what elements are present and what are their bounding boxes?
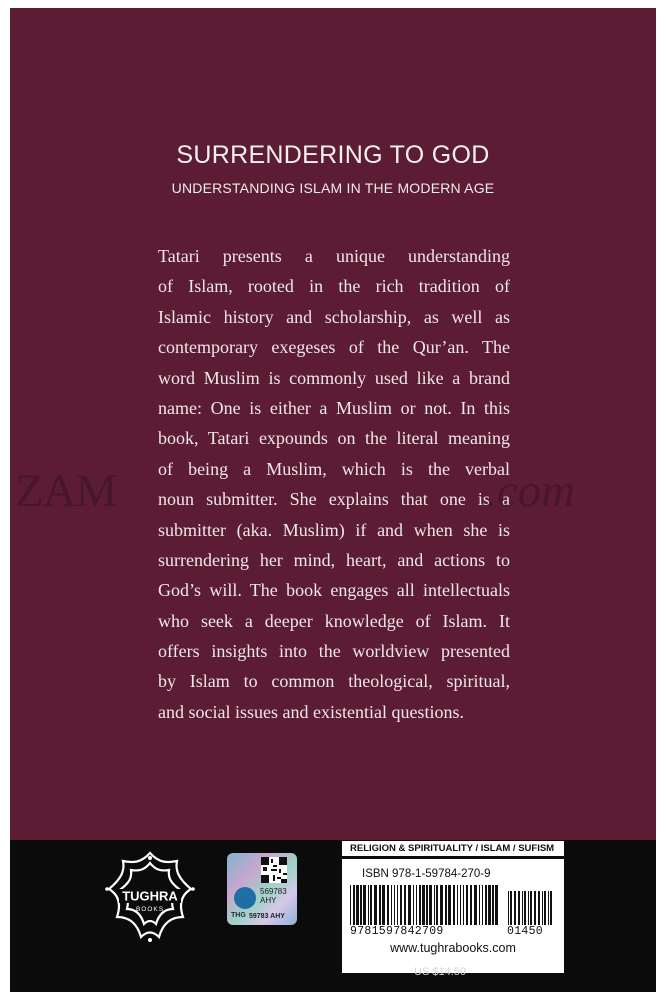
barcode-bar: [492, 885, 494, 925]
barcode-bar: [436, 885, 438, 925]
barcode-bar: [482, 885, 483, 925]
barcode-bar: [528, 891, 529, 925]
blurb-line: who seek a deeper knowledge of Islam. It: [158, 610, 510, 631]
logo-sub: BOOKS: [135, 906, 165, 913]
blurb-line: surrendering her mind, heart, and actions to: [158, 549, 510, 570]
barcode-bar: [356, 885, 359, 925]
barcode-bar: [530, 891, 532, 925]
barcode-bar: [400, 885, 402, 925]
isbn-number: ISBN 978-1-59784-270-9: [362, 868, 491, 880]
barcode-bar: [550, 891, 552, 925]
barcode-bar: [495, 885, 498, 925]
barcode-bar: [485, 885, 487, 925]
barcode-bar: [350, 885, 351, 925]
blurb-line: word Muslim is commonly used like a brand: [158, 367, 510, 388]
blurb-line: noun submitter. She explains that one is a: [158, 489, 510, 510]
barcode-bar: [404, 885, 406, 925]
barcode-bar: [368, 885, 369, 925]
sticker-code-line: 569783: [260, 887, 287, 896]
price-label: US $14.50: [414, 966, 466, 978]
barcode-bar: [522, 891, 523, 925]
barcode-bar: [524, 891, 526, 925]
barcode-bar: [408, 885, 411, 925]
tughra-books-logo: [101, 849, 199, 947]
blurb-line: offers insights into the worldview presented: [158, 641, 510, 662]
barcode-bar: [508, 891, 509, 925]
barcode-block: [342, 859, 564, 973]
barcode-bar: [445, 885, 447, 925]
barcode-bar: [510, 891, 512, 925]
barcode-bar: [353, 885, 355, 925]
category-label: RELIGION & SPIRITUALITY / ISLAM / SUFISM: [342, 841, 564, 856]
barcode-bar: [419, 885, 421, 925]
barcode-digits-addon: 01450: [507, 925, 544, 938]
barcode-bar: [370, 885, 372, 925]
barcode-bar: [429, 885, 432, 925]
barcode-bar: [453, 885, 455, 925]
hologram-sticker: [227, 853, 297, 925]
blurb-line: God’s will. The book engages all intellectuals: [158, 580, 510, 601]
barcode-bar: [397, 885, 398, 925]
barcode-bar: [518, 891, 520, 925]
barcode-bar: [538, 891, 540, 925]
blurb-line: name: One is either a Muslim or not. In this: [158, 397, 510, 418]
blurb-line: of Islam, rooted in the rich tradition of: [158, 276, 510, 297]
tughra-ornament-icon: [101, 849, 199, 947]
barcode-bar: [479, 885, 480, 925]
sticker-code-bottom: 59783 AHY: [249, 913, 285, 920]
blurb-line: book, Tatari expounds on the literal meaning: [158, 428, 510, 449]
sticker-code-line: AHY: [260, 896, 277, 905]
barcode-bar: [514, 891, 516, 925]
book-title: SURRENDERING TO GOD: [176, 141, 490, 169]
blurb-line: and social issues and existential questions.: [158, 701, 464, 722]
barcode-bar: [460, 885, 461, 925]
barcode-bar: [448, 885, 451, 925]
barcode-bar: [387, 885, 389, 925]
blurb-line: contemporary exegeses of the Qur’an. The: [158, 337, 510, 358]
barcode-bar: [466, 885, 468, 925]
barcode-bar: [363, 885, 366, 925]
book-subtitle: UNDERSTANDING ISLAM IN THE MODERN AGE: [171, 180, 495, 196]
barcode-bar: [394, 885, 395, 925]
barcode-bar: [434, 885, 435, 925]
barcode-bar: [413, 885, 414, 925]
barcode-bar: [548, 891, 549, 925]
barcode-bar: [542, 891, 543, 925]
hologram-seal-icon: [234, 887, 256, 909]
barcode-bar: [488, 885, 491, 925]
logo-name: TUGHRA: [122, 888, 178, 904]
sticker-brand: THG: [231, 912, 246, 919]
blurb-line: of being a Muslim, which is the verbal: [158, 458, 510, 479]
barcode-bar: [382, 885, 385, 925]
watermark: [10, 464, 656, 524]
watermark-left: ZAM: [15, 465, 117, 517]
barcode-bar: [474, 885, 477, 925]
barcode-bar: [426, 885, 428, 925]
barcode-bar: [544, 891, 546, 925]
blurb-line: Tatari presents a unique understanding: [158, 246, 510, 266]
barcode-digits: [350, 925, 556, 939]
barcode-bar: [463, 885, 464, 925]
barcode-bar: [416, 885, 417, 925]
barcode-bar: [440, 885, 443, 925]
publisher-website: www.tughrabooks.com: [390, 941, 516, 955]
qr-code-icon: [261, 857, 287, 883]
qr-code: [261, 857, 287, 883]
barcode-bar: [379, 885, 381, 925]
barcode-icon: [350, 885, 556, 925]
barcode-bar: [534, 891, 536, 925]
blurb-line: by Islam to common theological, spiritual,: [158, 671, 510, 692]
barcode-bar: [391, 885, 392, 925]
barcode-bar: [470, 885, 472, 925]
barcode-bars: [350, 885, 556, 925]
barcode-bar: [360, 885, 362, 925]
barcode-bar: [374, 885, 377, 925]
blurb-line: Islamic history and scholarship, as well as: [158, 306, 510, 327]
barcode-bar: [422, 885, 425, 925]
sticker-code: [260, 887, 296, 905]
blurb-line: submitter (aka. Muslim) if and when she is: [158, 519, 510, 540]
watermark-right: .com: [485, 465, 576, 517]
barcode-digits-main: 9781597842709: [350, 925, 444, 938]
barcode-bar: [457, 885, 458, 925]
